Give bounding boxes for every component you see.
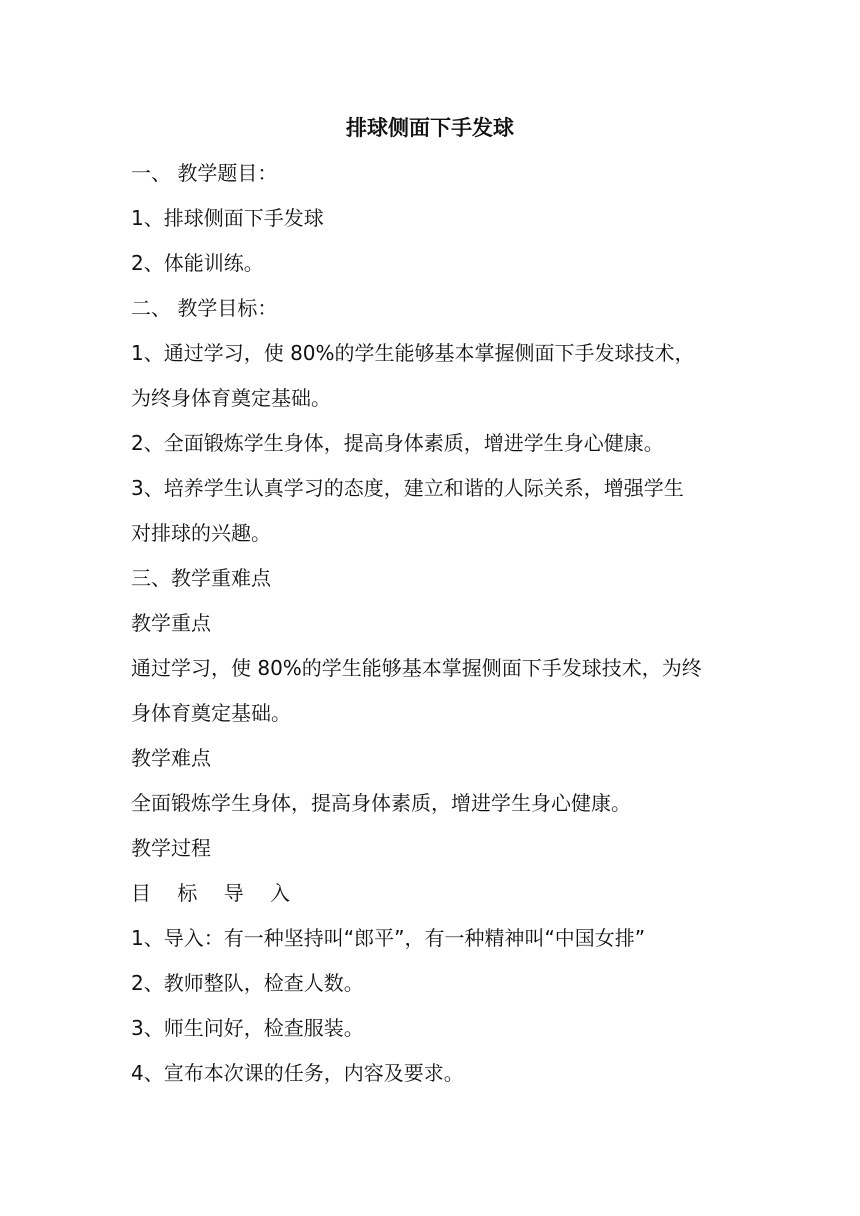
document-title: 排球侧面下手发球 bbox=[346, 116, 514, 140]
section-heading-key-points: 三、教学重难点 bbox=[131, 566, 271, 590]
section-heading-objectives: 二、 教学目标： bbox=[131, 296, 278, 320]
process-step-4: 4、宣布本次课的任务，内容及要求。 bbox=[131, 1061, 464, 1085]
topic-item-2: 2、体能训练。 bbox=[131, 251, 264, 275]
document-body bbox=[131, 156, 737, 1101]
topic-item-1: 1、排球侧面下手发球 bbox=[131, 206, 324, 230]
subheading-goal-intro: 目 标 导 入 bbox=[131, 881, 301, 905]
subheading-process: 教学过程 bbox=[131, 836, 211, 860]
objective-1-line-1: 1、通过学习，使 80%的学生能够基本掌握侧面下手发球技术， bbox=[131, 341, 695, 365]
section-heading-topic: 一、 教学题目： bbox=[131, 161, 278, 185]
key-point-line-2: 身体育奠定基础。 bbox=[131, 701, 291, 725]
objective-2: 2、全面锻炼学生身体，提高身体素质，增进学生身心健康。 bbox=[131, 431, 664, 455]
process-step-2: 2、教师整队，检查人数。 bbox=[131, 971, 364, 995]
difficulty-text: 全面锻炼学生身体，提高身体素质，增进学生身心健康。 bbox=[131, 791, 631, 815]
process-step-3: 3、师生问好，检查服装。 bbox=[131, 1016, 364, 1040]
objective-3-line-1: 3、培养学生认真学习的态度，建立和谐的人际关系，增强学生 bbox=[131, 476, 684, 500]
objective-3-line-2: 对排球的兴趣。 bbox=[131, 521, 271, 545]
subheading-key-point: 教学重点 bbox=[131, 611, 211, 635]
key-point-line-1: 通过学习，使 80%的学生能够基本掌握侧面下手发球技术，为终 bbox=[131, 656, 702, 680]
process-step-1: 1、导入：有一种坚持叫“郎平”，有一种精神叫“中国女排” bbox=[131, 926, 646, 950]
subheading-difficulty: 教学难点 bbox=[131, 746, 211, 770]
objective-1-line-2: 为终身体育奠定基础。 bbox=[131, 386, 331, 410]
